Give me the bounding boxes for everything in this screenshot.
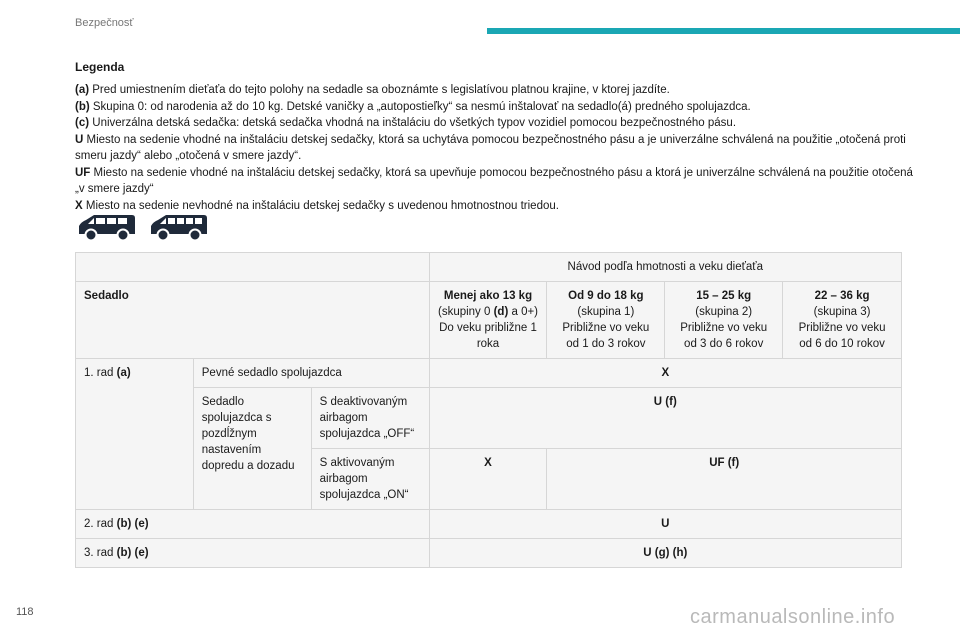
table-row <box>76 359 902 388</box>
table-cell: Pevné sedadlo spolujazdca <box>193 359 429 388</box>
legend-body <box>75 82 915 214</box>
table-cell: U (f) <box>429 388 901 449</box>
legend-item: (b) Skupina 0: od narodenia až do 10 kg. Detské vaničky a „autopostieľky“ sa nesmú inštalovať na sedadlo(á) predného spolujazdca. <box>75 100 751 113</box>
guide-header: Návod podľa hmotnosti a veku dieťaťa <box>429 253 901 282</box>
table-cell <box>76 253 430 282</box>
header-accent-bar <box>487 28 960 34</box>
section-title: Bezpečnosť <box>75 17 134 29</box>
group-header: Menej ako 13 kg (skupiny 0 (d) a 0+) Do veku približne 1 roka <box>429 282 547 359</box>
legend-item: (c) Univerzálna detská sedačka: detská sedačka vhodná na inštaláciu do všetkých typov vozidiel pomocou bezpečnostného pásu. <box>75 117 737 129</box>
row-label: 2. rad (b) (e) <box>76 510 430 539</box>
page-number: 118 <box>16 606 34 618</box>
watermark: carmanualsonline.info <box>690 606 896 628</box>
vehicle-icons <box>76 212 216 247</box>
table-row <box>76 539 902 568</box>
table-row <box>76 510 902 539</box>
table-cell: Sedadlo spolujazdca s pozdĺžnym nastavením dopredu a dozadu <box>193 388 311 510</box>
van-icon <box>148 212 210 242</box>
table-row <box>76 253 902 282</box>
table-cell: S aktivovaným airbagom spolujazdca „ON“ <box>311 449 429 510</box>
table-cell: S deaktivovaným airbagom spolujazdca „OFF“ <box>311 388 429 449</box>
legend-item: X Miesto na sedenie nevhodné na inštaláciu detskej sedačky s uvedenou hmotnostnou triedou. <box>75 199 559 212</box>
group-header: 22 – 36 kg (skupina 3) Približne vo veku od 6 do 10 rokov <box>783 282 902 359</box>
row-label: 1. rad (a) <box>76 359 194 510</box>
table-row <box>76 388 902 449</box>
van-icon <box>76 212 138 242</box>
legend-item: U Miesto na sedenie vhodné na inštaláciu detskej sedačky, ktorá sa uchytáva pomocou bezpečnostného pásu a je univerzálne schválená na použitie „otočená proti smeru jazdy“ alebo „otočená v smere jazdy“. <box>75 133 906 162</box>
seat-header: Sedadlo <box>76 282 430 359</box>
table-cell: X <box>429 359 901 388</box>
legend-title: Legenda <box>75 60 125 74</box>
legend-item: UF Miesto na sedenie vhodné na inštaláciu detskej sedačky, ktorá sa upevňuje pomocou bezpečnostného pásu a ktorá je univerzálne schválená na použitie otočená „v smere jazdy“ <box>75 166 913 195</box>
row-label: 3. rad (b) (e) <box>76 539 430 568</box>
table-cell: X <box>429 449 547 510</box>
legend-item: (a) Pred umiestnením dieťaťa do tejto polohy na sedadle sa oboznámte s legislatívou platnou krajine, v ktorej jazdíte. <box>75 84 670 96</box>
group-header: 15 – 25 kg (skupina 2) Približne vo veku od 3 do 6 rokov <box>665 282 783 359</box>
table-row <box>76 282 902 359</box>
group-header: Od 9 do 18 kg (skupina 1) Približne vo veku od 1 do 3 rokov <box>547 282 665 359</box>
child-seat-table <box>75 252 902 568</box>
table-cell: U (g) (h) <box>429 539 901 568</box>
table-cell: U <box>429 510 901 539</box>
table-cell: UF (f) <box>547 449 902 510</box>
